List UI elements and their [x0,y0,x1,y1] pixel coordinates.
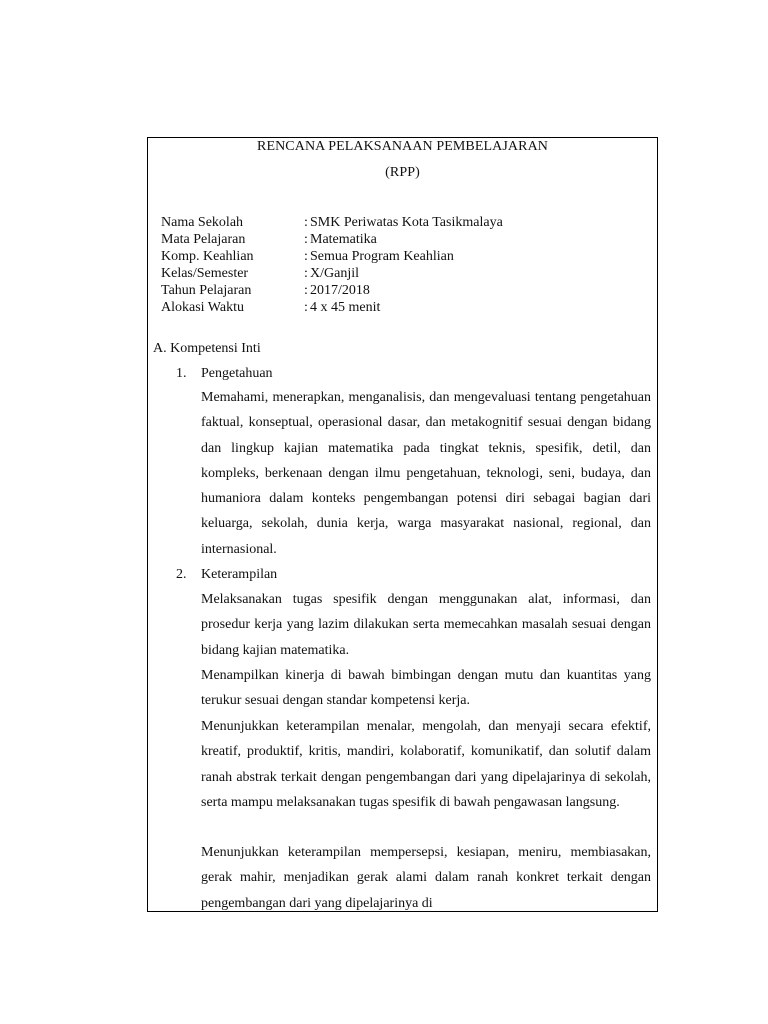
identity-row [161,231,641,248]
identity-row [161,265,641,282]
identity-colon: : [304,232,308,247]
identity-colon: : [304,249,308,264]
identity-label: Nama Sekolah [161,215,244,230]
identity-value: Matematika [310,232,377,247]
paragraph-keterampilan-2: Menampilkan kinerja di bawah bimbingan dengan mutu dan kuantitas yang terukur sesuai dengan standar kompetensi kerja. [201,668,651,709]
identity-colon: : [304,266,308,281]
identity-value: 2017/2018 [310,283,370,298]
subsection-title: Pengetahuan [201,366,273,381]
identity-label: Mata Pelajaran [161,232,246,247]
identity-colon: : [304,283,308,298]
section-heading-kompetensi-inti: A. Kompetensi Inti [153,341,261,356]
identity-row [161,299,641,316]
identity-row [161,214,641,231]
identity-value: Semua Program Keahlian [310,249,454,264]
subsection-heading-keterampilan [176,566,277,584]
identity-colon: : [304,300,308,315]
identity-colon: : [304,215,308,230]
document-subtitle: (RPP) [385,165,420,180]
paragraph-keterampilan-1: Melaksanakan tugas spesifik dengan menggunakan alat, informasi, dan prosedur kerja yang lazim dilakukan serta memecahkan masalah sesuai dengan bidang kajian matematika. [201,592,651,658]
document-title: RENCANA PELAKSANAAN PEMBELAJARAN [257,139,548,154]
identity-row [161,282,641,299]
identity-value: 4 x 45 menit [310,300,381,315]
identity-label: Kelas/Semester [161,266,249,281]
identity-label: Tahun Pelajaran [161,283,252,298]
identity-value: X/Ganjil [310,266,359,281]
paragraph-pengetahuan: Memahami, menerapkan, menganalisis, dan mengevaluasi tentang pengetahuan faktual, konseptual, operasional dasar, dan metakognitif sesuai dengan bidang dan lingkup kajian matematika pada tingkat teknis, spesifik, detil, dan kompleks, berkenaan dengan ilmu pengetahuan, teknologi, seni, budaya, dan humaniora dalam konteks pengembangan potensi diri sebagai bagian dari keluarga, sekolah, dunia kerja, warga masyarakat nasional, regional, dan internasional. [201,390,651,557]
subsection-number: 1. [176,366,187,381]
paragraph-keterampilan-4: Menunjukkan keterampilan mempersepsi, kesiapan, meniru, membiasakan, gerak mahir, menjadikan gerak alami dalam ranah konkret terkait dengan pengembangan dari yang dipelajarinya di [201,845,651,911]
document-frame [147,137,658,912]
identity-label: Komp. Keahlian [161,249,254,264]
identity-value: SMK Periwatas Kota Tasikmalaya [310,215,503,230]
identity-label: Alokasi Waktu [161,300,244,315]
subsection-number: 2. [176,567,187,582]
subsection-heading-pengetahuan [176,365,273,383]
subsection-title: Keterampilan [201,567,278,582]
identity-row [161,248,641,265]
paragraph-keterampilan-3: Menunjukkan keterampilan menalar, mengolah, dan menyaji secara efektif, kreatif, produktif, kritis, mandiri, kolaboratif, komunikatif, dan solutif dalam ranah abstrak terkait dengan pengembangan dari yang dipelajarinya di sekolah, serta mampu melaksanakan tugas spesifik di bawah pengawasan langsung. [201,719,651,810]
identity-table [161,214,641,316]
